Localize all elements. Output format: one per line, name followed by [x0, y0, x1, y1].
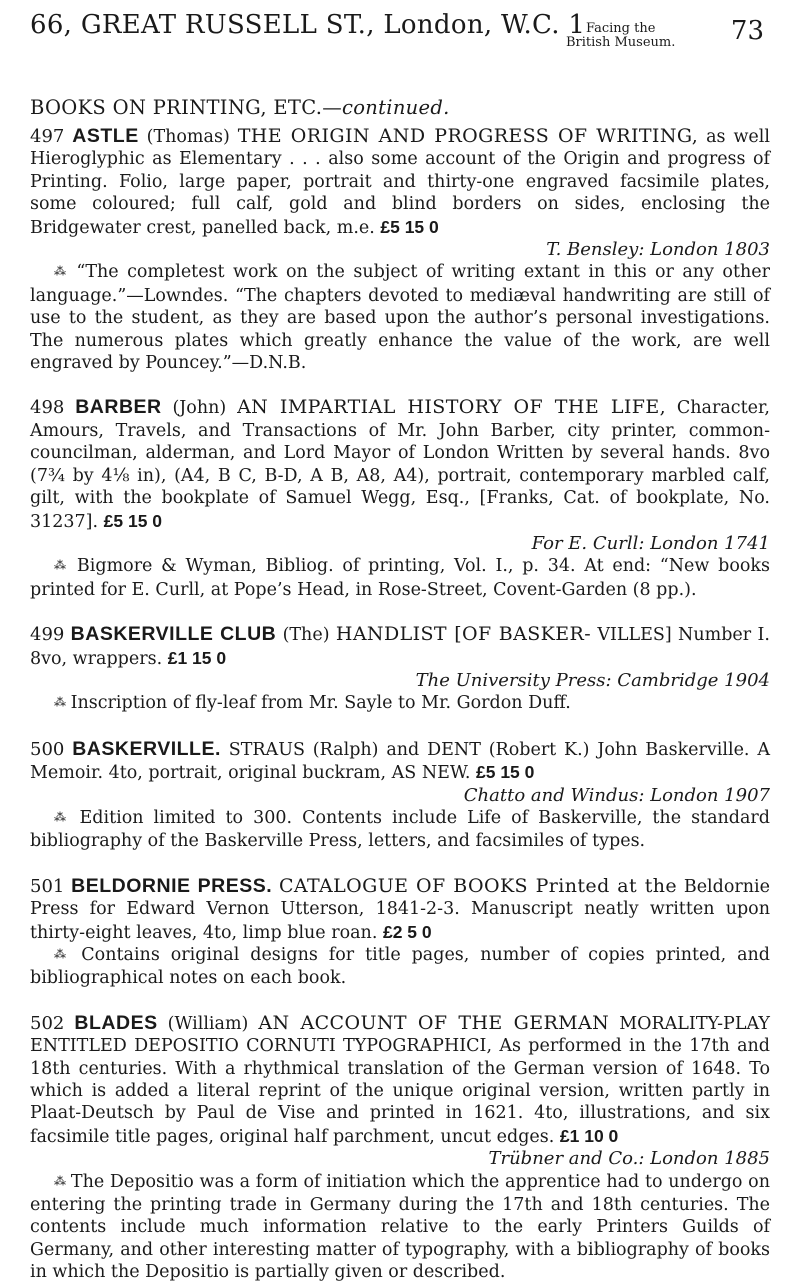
entry-imprint: T. Bensley: London 1803 [546, 239, 770, 261]
entry-heading: BLADES [74, 1011, 158, 1034]
entry-title: AN IMPARTIAL HISTORY OF THE LIFE, [237, 396, 667, 419]
facing-note [566, 22, 675, 50]
entry-number: 502 [30, 1012, 65, 1034]
entry-author: (Thomas) [146, 127, 230, 147]
asterism-icon: ⁂ [54, 809, 70, 824]
catalogue-entry [30, 1012, 770, 1284]
entry-price: £2 5 0 [382, 921, 432, 942]
catalogue-entry [30, 623, 770, 716]
facing-line-2: British Museum. [566, 35, 676, 50]
entry-note [30, 807, 770, 853]
entry-imprint: For E. Curll: London 1741 [531, 532, 770, 554]
entry-imprint: The University Press: Cambridge 1904 [415, 669, 770, 691]
page-header [30, 10, 770, 62]
catalogue-entry [30, 738, 770, 853]
entry-note [30, 1171, 770, 1284]
entry-number: 500 [30, 738, 65, 760]
entry-note-text: Bigmore & Wyman, Bibliog. of printing, Vol. I., p. 34. At end: “New books printed for E. Curll, at Pope’s Head, in Rose-Street, Covent-Garden (8 pp.). [30, 556, 770, 600]
section-title-text: BOOKS ON PRINTING, ETC.— [30, 96, 343, 119]
entry-note-text: “The completest work on the subject of writing extant in this or any other language.”—Lowndes. “The chapters devoted to mediæval handwriting are still of use to the student, as they are based upon the author’s personal investigations. The numerous plates which greatly enhance the value of the work, are well engraved by Pouncey.”—D.N.B. [30, 262, 770, 374]
entry-author: (William) [167, 1013, 249, 1034]
entry-price: £5 15 0 [476, 762, 535, 783]
entry-note-text: Contains original designs for title pages, number of copies printed, and bibliographical notes on each book. [30, 945, 770, 989]
entry-heading: BELDORNIE PRESS. [71, 874, 273, 897]
entry-note [30, 555, 770, 601]
entry-author: (John) [172, 398, 227, 419]
entry-price: £1 15 0 [167, 647, 227, 668]
entry-text [30, 396, 770, 532]
entry-title: HANDLIST [OF BASKER- [335, 623, 592, 646]
asterism-icon: ⁂ [54, 695, 65, 710]
entry-note [30, 261, 770, 374]
entry-note-text: Edition limited to 300. Contents include Life of Baskerville, the standard bibliography of the Baskerville Press, letters, and facsimiles of types. [30, 807, 770, 852]
entry-number: 498 [30, 397, 65, 419]
entry-title: AN ACCOUNT OF THE GERMAN [258, 1011, 610, 1034]
entry-note [30, 944, 770, 990]
entry-imprint: Trübner and Co.: London 1885 [488, 1148, 770, 1170]
entry-price: £5 15 0 [103, 510, 163, 531]
entry-body: VILLES] Number I. 8vo, wrappers. [30, 625, 770, 669]
entry-price: £5 15 0 [380, 216, 439, 237]
entry-number: 497 [30, 126, 65, 147]
entry-author: STRAUS (Ralph) and DENT (Robert K.) John [228, 739, 638, 760]
shop-address: 66, GREAT RUSSELL ST., London, W.C. 1 [30, 10, 586, 40]
section-title [30, 96, 770, 119]
entry-text [30, 623, 770, 670]
entry-body: Baskerville. A Memoir. 4to, portrait, original buckram, AS NEW. [30, 739, 770, 784]
entry-body: MORALITY-PLAY ENTITLED DEPOSITIO CORNUTI TYPOGRAPHICI, As performed in the 17th and 18th centuries. With a rhythmical translation of the German version of 1648. To which is added a literal reprint of the unique original version, written partly in Plaat-Deutsch by Paul de Vise and printed in 1621. 4to, illustrations, and six facsimile title pages, original half parchment, uncut edges. [30, 1013, 770, 1147]
entry-body: Beldornie Press for Edward Vernon Utterson, 1841-2-3. Manuscript neatly written upon thirty-eight leaves, 4to, limp blue roan. [30, 876, 770, 943]
entry-author: (The) [282, 625, 330, 646]
entry-heading: BASKERVILLE CLUB [70, 623, 277, 646]
section-continued: continued. [342, 96, 450, 119]
entry-text [30, 1012, 770, 1148]
entry-number: 499 [30, 624, 65, 646]
entry-heading: BASKERVILLE. [72, 737, 221, 760]
entry-note-text: The Depositio was a form of initiation which the apprentice had to undergo on entering the printing trade in Germany during the 17th and 18th centuries. The contents include much information relative to the early Printers Guilds of Germany, and other interesting matter of typography, with a bibliography of books in which the Depositio is partially given or described. [30, 1171, 770, 1283]
entry-heading: ASTLE [72, 125, 139, 147]
entry-body: Character, Amours, Travels, and Transactions of Mr. John Barber, city printer, common-councilman, alderman, and Lord Mayor of London Written by several hands. 8vo (7¾ by 4⅛ in), (A4, B C, B-D, A B, A8, A4), portrait, contemporary marbled calf, gilt, with the bookplate of Samuel Wegg, Esq., [Franks, Cat. of bookplate, No. 31237]. [30, 398, 770, 532]
entry-price: £1 10 0 [559, 1125, 619, 1146]
asterism-icon: ⁂ [54, 558, 69, 573]
entry-title: CATALOGUE OF BOOKS Printed at the [278, 874, 678, 897]
asterism-icon: ⁂ [54, 264, 68, 279]
entry-note [30, 692, 770, 715]
entry-text [30, 738, 770, 785]
entry-heading: BARBER [75, 396, 162, 419]
entry-number: 501 [30, 875, 65, 897]
entry-body: as well Hieroglyphic as Elementary . . . also some account of the Origin and progress of Printing. Folio, large paper, portrait and thirty-one engraved facsimile plates, some coloured; full calf, gold and blind borders on sides, enclosing the Bridgewater crest, panelled back, m.e. [30, 127, 770, 238]
catalogue-entry [30, 125, 770, 374]
catalogue-entry [30, 875, 770, 990]
asterism-icon: ⁂ [54, 947, 71, 961]
entry-text [30, 875, 770, 944]
entry-title: THE ORIGIN AND PROGRESS OF WRITING, [237, 125, 699, 147]
entry-text [30, 125, 770, 239]
catalogue-entry [30, 396, 770, 601]
facing-line-1: Facing the [585, 21, 656, 36]
entry-imprint: Chatto and Windus: London 1907 [463, 784, 770, 806]
asterism-icon: ⁂ [54, 1173, 66, 1188]
page-number: 73 [730, 16, 764, 46]
entry-note-text: Inscription of fly-leaf from Mr. Sayle to Mr. Gordon Duff. [70, 693, 571, 714]
